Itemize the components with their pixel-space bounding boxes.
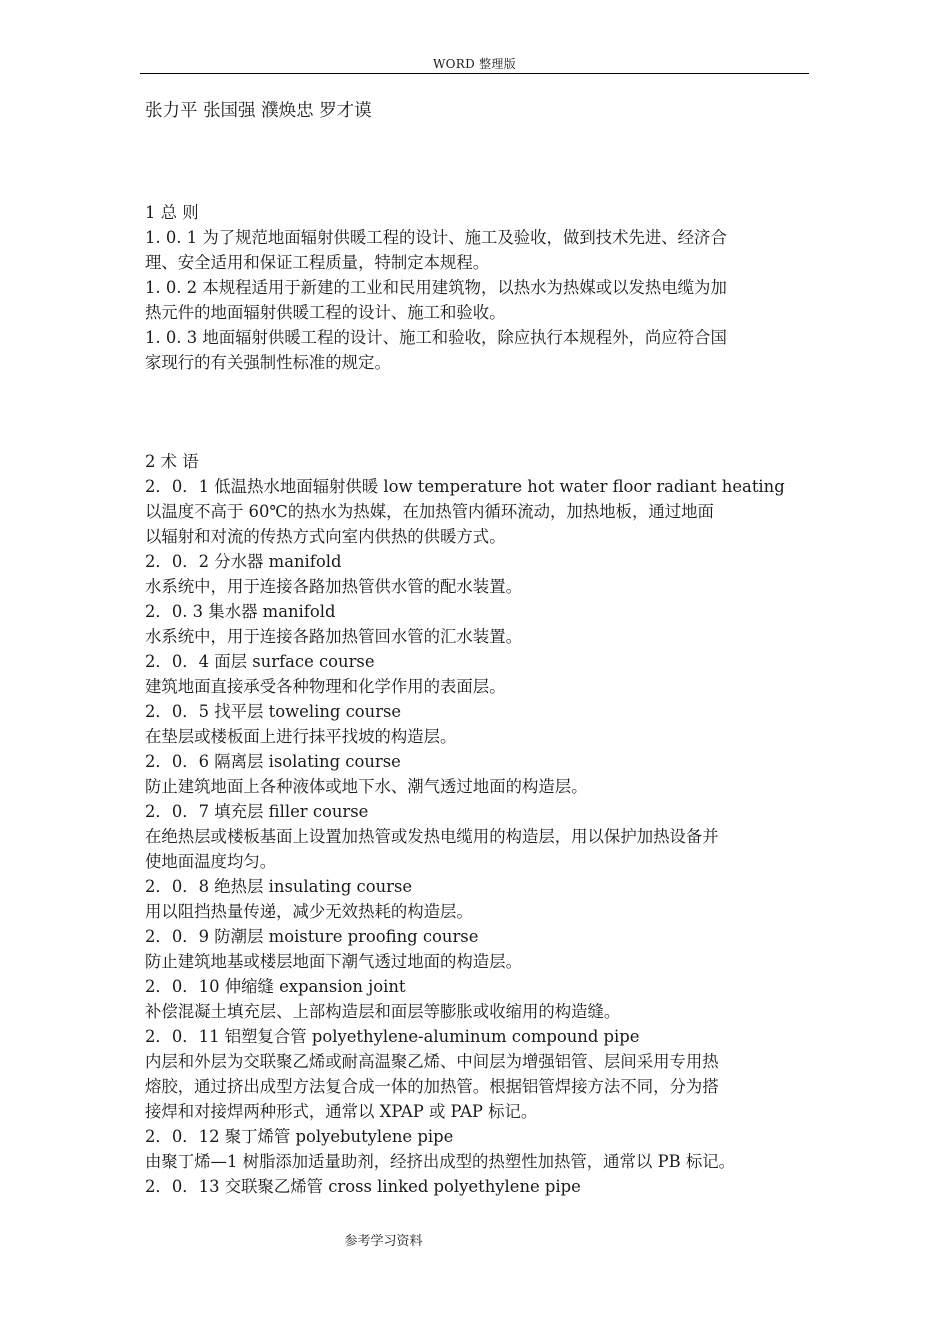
term-definition: 由聚丁烯—1 树脂添加适量助剂，经挤出成型的热塑性加热管，通常以 PB 标记。 [145,1152,736,1171]
term-definition: 以温度不高于 60℃的热水为热媒，在加热管内循环流动，加热地板，通过地面 [145,502,714,521]
term-heading: 2．0．11 铝塑复合管 polyethylene-aluminum compound pipe [145,1027,640,1046]
term-heading: 2．0．7 填充层 filler course [145,802,369,821]
term-definition: 在绝热层或楼板基面上设置加热管或发热电缆用的构造层，用以保护加热设备并 [145,827,719,846]
section-heading: 2 术 语 [145,452,199,471]
section-general-provisions [145,200,811,375]
section-heading: 1 总 则 [145,203,199,222]
authors-line: 张力平 张国强 濮焕忠 罗才谟 [145,101,372,121]
term-definition: 建筑地面直接承受各种物理和化学作用的表面层。 [145,677,506,696]
term-definition: 接焊和对接焊两种形式，通常以 XPAP 或 PAP 标记。 [145,1102,538,1121]
term-heading: 2．0．1 低温热水地面辐射供暖 low temperature hot water floor radiant heating [145,477,785,496]
term-definition: 水系统中，用于连接各路加热管供水管的配水装置。 [145,577,522,596]
term-heading: 2．0．4 面层 surface course [145,652,375,671]
section-terms [145,449,811,1199]
term-heading: 2．0. 3 集水器 manifold [145,602,336,621]
term-definition: 用以阻挡热量传递，减少无效热耗的构造层。 [145,902,473,921]
term-definition: 使地面温度均匀。 [145,852,277,871]
term-definition: 内层和外层为交联聚乙烯或耐高温聚乙烯、中间层为增强铝管、层间采用专用热 [145,1052,719,1071]
text-line: 1. 0. 2 本规程适用于新建的工业和民用建筑物，以热水为热媒或以发热电缆为加 [145,278,727,297]
term-definition: 以辐射和对流的传热方式向室内供热的供暖方式。 [145,527,506,546]
term-definition: 防止建筑地面上各种液体或地下水、潮气透过地面的构造层。 [145,777,588,796]
term-definition: 熔胶，通过挤出成型方法复合成一体的加热管。根据铝管焊接方法不同，分为搭 [145,1077,719,1096]
text-line: 家现行的有关强制性标准的规定。 [145,353,391,372]
text-line: 1. 0. 1 为了规范地面辐射供暖工程的设计、施工及验收，做到技术先进、经济合 [145,228,727,247]
term-heading: 2．0．8 绝热层 insulating course [145,877,413,896]
term-heading: 2．0．9 防潮层 moisture proofing course [145,927,479,946]
term-heading: 2．0．10 伸缩缝 expansion joint [145,977,406,996]
text-line: 热元件的地面辐射供暖工程的设计、施工和验收。 [145,303,506,322]
page-header: WORD 整理版 [140,56,809,74]
term-heading: 2．0．5 找平层 toweling course [145,702,402,721]
page-footer: 参考学习资料 [344,1234,423,1249]
term-definition: 补偿混凝土填充层、上部构造层和面层等膨胀或收缩用的构造缝。 [145,1002,621,1021]
term-heading: 2．0．12 聚丁烯管 polyebutylene pipe [145,1127,454,1146]
term-heading: 2．0．6 隔离层 isolating course [145,752,401,771]
term-definition: 防止建筑地基或楼层地面下潮气透过地面的构造层。 [145,952,522,971]
term-definition: 在垫层或楼板面上进行抹平找坡的构造层。 [145,727,457,746]
term-heading: 2．0．13 交联聚乙烯管 cross linked polyethylene pipe [145,1177,581,1196]
term-heading: 2．0．2 分水器 manifold [145,552,342,571]
text-line: 理、安全适用和保证工程质量，特制定本规程。 [145,253,490,272]
text-line: 1. 0. 3 地面辐射供暖工程的设计、施工和验收，除应执行本规程外，尚应符合国 [145,328,727,347]
term-definition: 水系统中，用于连接各路加热管回水管的汇水装置。 [145,627,522,646]
